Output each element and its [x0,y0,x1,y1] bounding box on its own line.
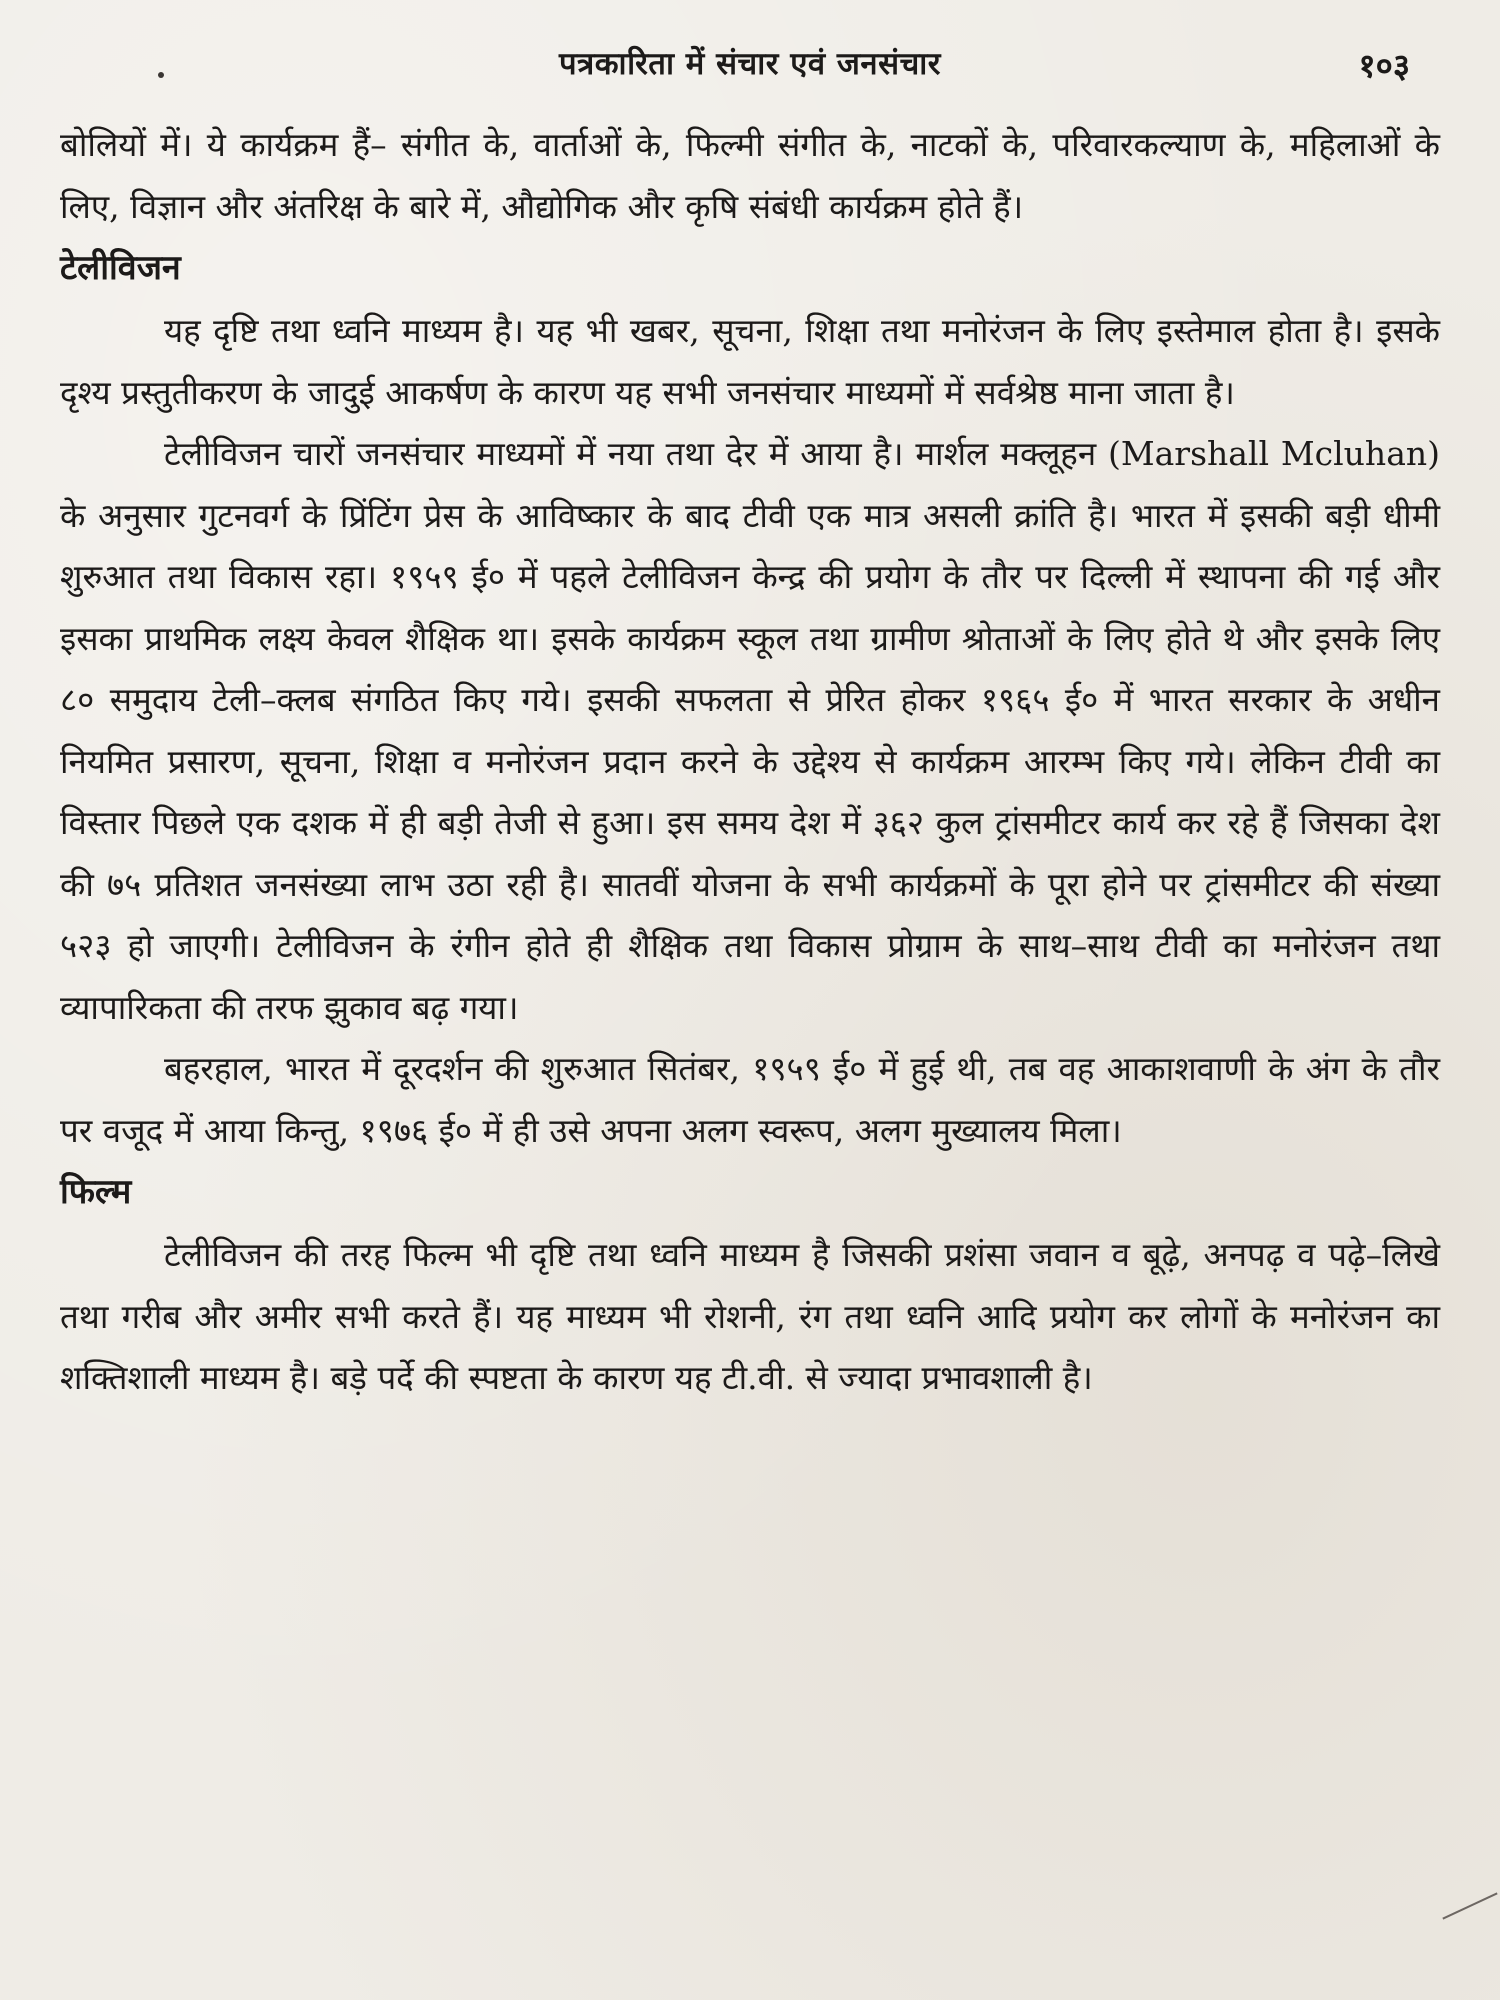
page-title: पत्रकारिता में संचार एवं जनसंचार [559,46,941,82]
intro-paragraph: बोलियों में। ये कार्यक्रम हैं– संगीत के, वार्ताओं के, फिल्मी संगीत के, नाटकों के, परिवारकल्याण के, महिलाओं के लिए, विज्ञान और अंतरिक्ष के बारे में, औद्योगिक और कृषि संबंधी कार्यक्रम होते हैं। [60,125,1440,226]
film-heading: फिल्म [60,1172,132,1212]
television-paragraph-3: बहरहाल, भारत में दूरदर्शन की शुरुआत सितंबर, १९५९ ई० में हुई थी, तब वह आकाशवाणी के अंग के तौर पर वजूद में आया किन्तु, १९७६ ई० में ही उसे अपना अलग स्वरूप, अलग मुख्यालय मिला। [60,1049,1440,1150]
stray-pen-mark [1442,1892,1497,1919]
page-number: १०३ [1358,46,1410,85]
film-paragraph-1: टेलीविजन की तरह फिल्म भी दृष्टि तथा ध्वनि माध्यम है जिसकी प्रशंसा जवान व बूढ़े, अनपढ़ व पढ़े–लिखे तथा गरीब और अमीर सभी करते हैं। यह माध्यम भी रोशनी, रंग तथा ध्वनि आदि प्रयोग कर लोगों के मनोरंजन का शक्तिशाली माध्यम है। बड़े पर्दे की स्पष्टता के कारण यह टी.वी. से ज्यादा प्रभावशाली है। [60,1235,1440,1397]
television-heading: टेलीविजन [60,248,181,288]
running-header [60,38,1440,88]
television-paragraph-2: टेलीविजन चारों जनसंचार माध्यमों में नया तथा देर में आया है। मार्शल मक्लूहन (Marshall Mcluhan) के अनुसार गुटनवर्ग के प्रिंटिंग प्रेस के आविष्कार के बाद टीवी एक मात्र असली क्रांति है। भारत में इसकी बड़ी धीमी शुरुआत तथा विकास रहा। १९५९ ई० में पहले टेलीविजन केन्द्र की प्रयोग के तौर पर दिल्ली में स्थापना की गई और इसका प्राथमिक लक्ष्य केवल शैक्षिक था। इसके कार्यक्रम स्कूल तथा ग्रामीण श्रोताओं के लिए होते थे और इसके लिए ८० समुदाय टेली–क्लब संगठित किए गये। इसकी सफलता से प्रेरित होकर १९६५ ई० में भारत सरकार के अधीन नियमित प्रसारण, सूचना, शिक्षा व मनोरंजन प्रदान करने के उद्देश्य से कार्यक्रम आरम्भ किए गये। लेकिन टीवी का विस्तार पिछले एक दशक में ही बड़ी तेजी से हुआ। इस समय देश में ३६२ कुल ट्रांसमीटर कार्य कर रहे हैं जिसका देश की ७५ प्रतिशत जनसंख्या लाभ उठा रही है। सातवीं योजना के सभी कार्यक्रमों के पूरा होने पर ट्रांसमीटर की संख्या ५२३ हो जाएगी। टेलीविजन के रंगीन होते ही शैक्षिक तथा विकास प्रोग्राम के साथ–साथ टीवी का मनोरंजन तथा व्यापारिकता की तरफ झुकाव बढ़ गया। [60,434,1440,1027]
television-paragraph-1: यह दृष्टि तथा ध्वनि माध्यम है। यह भी खबर, सूचना, शिक्षा तथा मनोरंजन के लिए इस्तेमाल होता है। इसके दृश्य प्रस्तुतीकरण के जादुई आकर्षण के कारण यह सभी जनसंचार माध्यमों में सर्वश्रेष्ठ माना जाता है। [60,311,1440,412]
body-text [60,114,1440,1409]
